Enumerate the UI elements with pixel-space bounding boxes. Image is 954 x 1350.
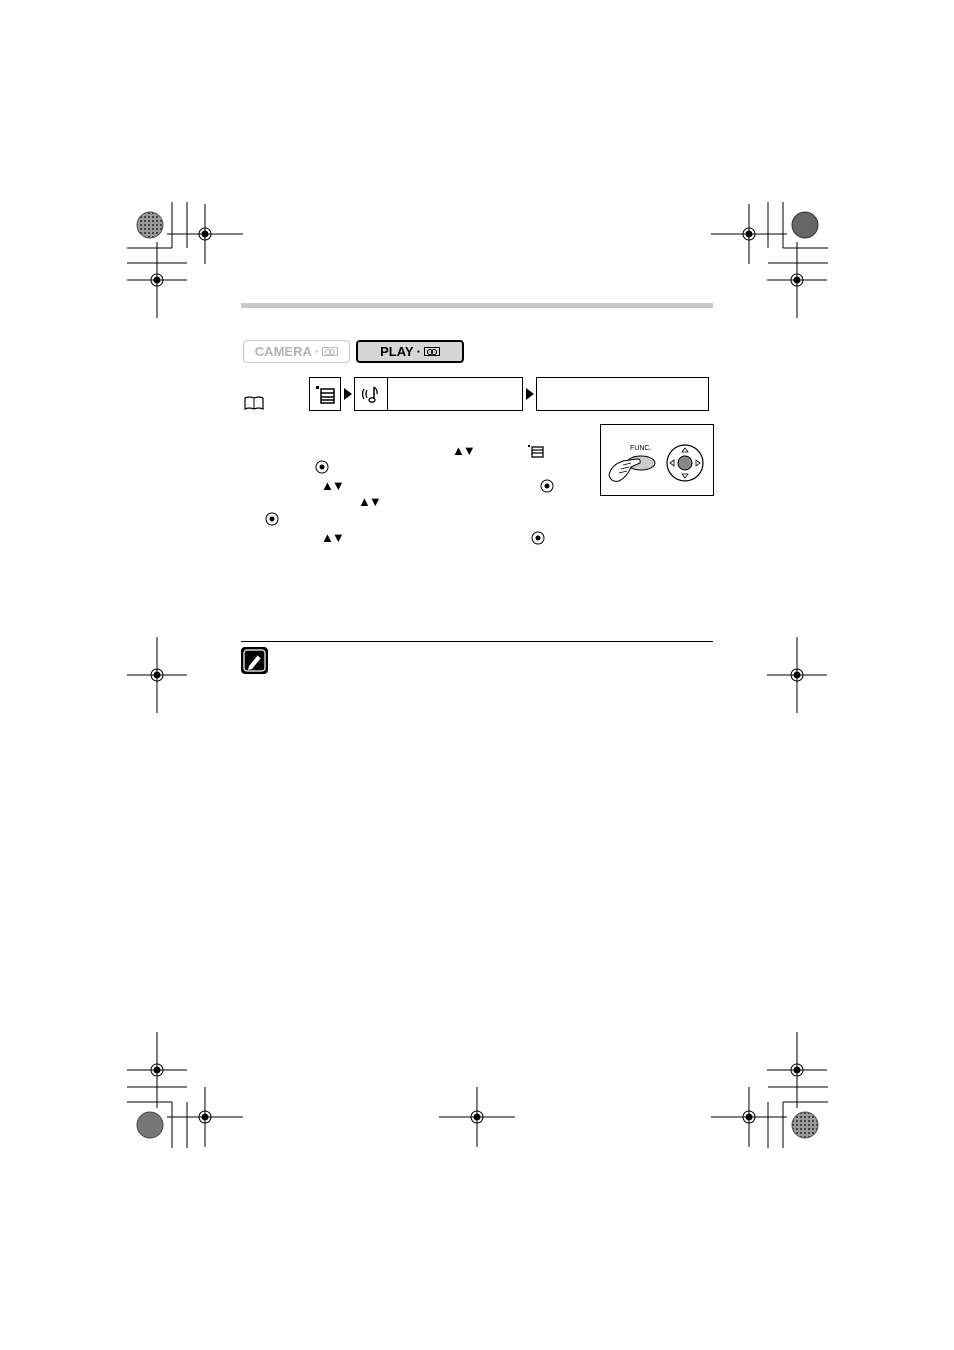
func-joystick-illustration	[600, 424, 714, 496]
menu-list-icon	[310, 378, 340, 410]
joystick-icon	[315, 460, 329, 474]
camera-mode-label: CAMERA	[254, 344, 312, 359]
right-arrow-icon	[344, 388, 352, 400]
func-button-icon	[601, 425, 713, 495]
setting-value-box	[536, 377, 709, 411]
menu-list-icon-box	[309, 377, 341, 411]
sound-icon	[355, 378, 387, 410]
mode-separator: ·	[314, 344, 320, 359]
joystick-icon	[265, 512, 279, 526]
header-rule	[241, 303, 713, 308]
func-label: FUNC.	[630, 445, 652, 452]
up-down-arrows-icon: ▲▼	[321, 530, 343, 545]
sound-icon-cell	[355, 378, 388, 410]
up-down-arrows-icon: ▲▼	[452, 443, 474, 458]
book-icon	[244, 396, 264, 410]
up-down-arrows-icon: ▲▼	[358, 494, 380, 509]
joystick-icon	[540, 479, 554, 493]
joystick-icon	[531, 531, 545, 545]
camera-mode-indicator	[243, 340, 350, 363]
menu-list-icon	[527, 444, 545, 458]
mode-separator: ·	[416, 344, 421, 359]
right-arrow-icon	[526, 388, 534, 400]
tape-icon	[322, 347, 338, 356]
play-mode-indicator	[356, 340, 464, 363]
note-pencil-icon	[241, 647, 268, 674]
play-mode-label: PLAY	[380, 344, 414, 359]
tape-icon	[424, 347, 440, 356]
sound-menu-box	[354, 377, 523, 411]
note-rule	[241, 641, 713, 642]
up-down-arrows-icon: ▲▼	[321, 478, 343, 493]
